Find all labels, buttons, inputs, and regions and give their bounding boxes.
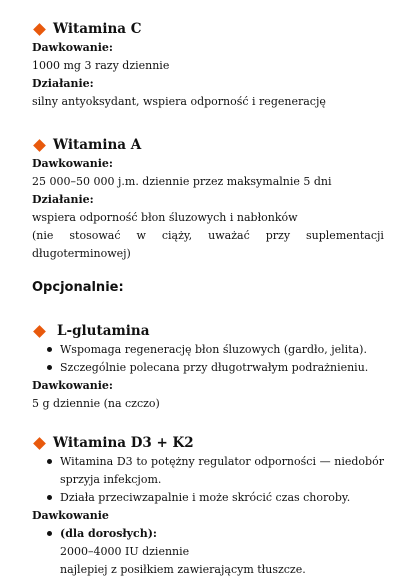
action-label: Działanie: bbox=[32, 193, 94, 206]
bullet-line-end: sprzyja infekcjom. bbox=[60, 473, 162, 486]
list-item bbox=[46, 453, 384, 489]
heading-text: Witamina D3 + K2 bbox=[53, 435, 194, 451]
optional-heading: Opcjonalnie: bbox=[32, 280, 124, 295]
dosage-list bbox=[32, 525, 384, 543]
section-l-glutamine bbox=[32, 321, 384, 413]
heading-text: Witamina C bbox=[53, 21, 142, 37]
orange-diamond-icon bbox=[33, 23, 46, 36]
bullet-line bbox=[60, 453, 384, 471]
action-value: wspiera odporność błon śluzowych i nabłonków bbox=[32, 211, 298, 224]
section-vitamin-d3-k2 bbox=[32, 433, 384, 579]
document-page bbox=[32, 19, 384, 579]
warning-note-end: długoterminowej) bbox=[32, 247, 131, 260]
list-item: Działa przeciwzapalnie i może skrócić czas choroby. bbox=[46, 489, 384, 507]
dosage-label: Dawkowanie: bbox=[32, 157, 113, 170]
note-word: stosować bbox=[69, 229, 121, 242]
bullet-word: regulator bbox=[198, 455, 251, 468]
bullet-word: to bbox=[136, 455, 148, 468]
note-word: przy bbox=[265, 229, 291, 242]
orange-diamond-icon bbox=[33, 437, 46, 450]
dosage-label: Dawkowanie: bbox=[32, 379, 113, 392]
bullet-list bbox=[32, 341, 384, 377]
orange-diamond-icon bbox=[33, 325, 46, 338]
bullet-word: — bbox=[319, 455, 331, 468]
action-value: silny antyoksydant, wspiera odporność i regenerację bbox=[32, 95, 326, 108]
list-item: Wspomaga regenerację błon śluzowych (gardło, jelita). bbox=[46, 341, 384, 359]
warning-note bbox=[32, 227, 384, 245]
list-item: Szczególnie polecana przy długotrwałym podrażnieniu. bbox=[46, 359, 384, 377]
bullet-word: Witamina bbox=[60, 455, 114, 468]
section-heading bbox=[32, 433, 384, 453]
bullet-word: odporności bbox=[254, 455, 316, 468]
dosage-label: Dawkowanie: bbox=[32, 41, 113, 54]
note-word: uważać bbox=[208, 229, 250, 242]
action-label: Działanie: bbox=[32, 77, 94, 90]
dosage-value: 2000–4000 IU dziennie bbox=[60, 545, 190, 558]
section-vitamin-c bbox=[32, 19, 384, 111]
dosage-value: 5 g dziennie (na czczo) bbox=[32, 397, 160, 410]
bullet-word: potężny bbox=[151, 455, 195, 468]
section-heading bbox=[32, 19, 384, 39]
heading-text: Witamina A bbox=[53, 137, 142, 153]
orange-diamond-icon bbox=[33, 139, 46, 152]
note-word: (nie bbox=[32, 229, 54, 242]
adult-dosage-label: (dla dorosłych): bbox=[46, 525, 384, 543]
dosage-value: 1000 mg 3 razy dziennie bbox=[32, 59, 170, 72]
note-word: w bbox=[136, 229, 146, 242]
note-word: suplementacji bbox=[306, 229, 384, 242]
section-heading bbox=[32, 135, 384, 155]
section-heading bbox=[32, 321, 384, 341]
dosage-value: 25 000–50 000 j.m. dziennie przez maksymalnie 5 dni bbox=[32, 175, 332, 188]
note-word: ciąży, bbox=[161, 229, 193, 242]
heading-text: L-glutamina bbox=[57, 323, 150, 339]
section-vitamin-a bbox=[32, 135, 384, 263]
dosage-label: Dawkowanie bbox=[32, 509, 109, 522]
bullet-list bbox=[32, 453, 384, 507]
dosage-note: najlepiej z posiłkiem zawierającym tłuszcze. bbox=[60, 563, 306, 576]
bullet-word: D3 bbox=[116, 455, 133, 468]
bullet-word: niedobór bbox=[334, 455, 384, 468]
